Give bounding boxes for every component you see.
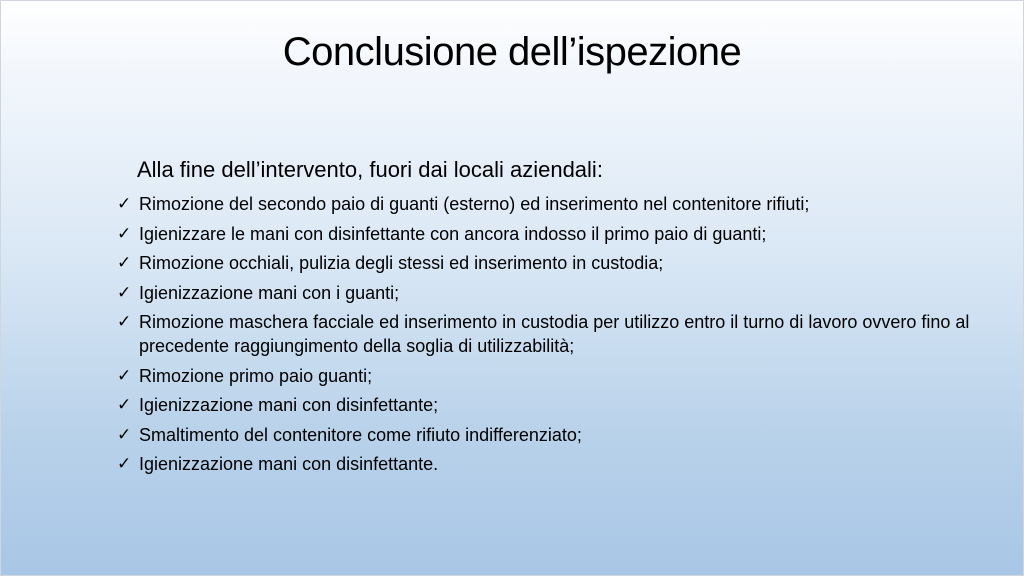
checklist-item-text: Rimozione del secondo paio di guanti (esterno) ed inserimento nel contenitore rifiuti; [139, 194, 810, 214]
intro-text: Alla fine dell’intervento, fuori dai locali aziendali: [137, 157, 603, 182]
checkmark-icon: ✓ [117, 253, 132, 272]
checklist-item-text: Igienizzazione mani con i guanti; [139, 282, 400, 303]
checkmark-icon: ✓ [117, 282, 132, 302]
checklist-item-text: Rimozione occhiali, pulizia degli stessi ed inserimento in custodia; [139, 253, 664, 273]
checkmark-icon: ✓ [117, 194, 132, 213]
checkmark-icon: ✓ [117, 312, 132, 331]
checklist-item-text: Igienizzazione mani con disinfettante; [139, 395, 439, 415]
checkmark-icon: ✓ [117, 395, 132, 414]
checklist-item [117, 310, 977, 358]
checklist-item-text: Rimozione primo paio guanti; [139, 365, 373, 386]
slide-title: Conclusione dell’ispezione [282, 30, 742, 74]
checkmark-icon: ✓ [117, 454, 132, 473]
checklist-item-text: Smaltimento del contenitore come rifiuto indifferenziato; [139, 424, 582, 445]
checklist-item [117, 423, 977, 447]
checklist-item [117, 364, 977, 388]
checklist-item-text: Igienizzazione mani con disinfettante. [139, 454, 439, 474]
checklist [117, 192, 977, 482]
checklist-item [117, 452, 977, 476]
checklist-item-text: Igienizzare le mani con disinfettante con ancora indosso il primo paio di guanti; [139, 223, 767, 244]
checkmark-icon: ✓ [117, 365, 132, 385]
checklist-item-text: Rimozione maschera facciale ed inserimento in custodia per utilizzo entro il turno di lavoro ovvero fino al precedente raggiungimento della soglia di utilizzabilità; [139, 312, 970, 356]
checklist-item [117, 192, 977, 216]
checkmark-icon: ✓ [117, 424, 132, 444]
checklist-item [117, 281, 977, 305]
checklist-item [117, 222, 977, 246]
checklist-item [117, 393, 977, 417]
checkmark-icon: ✓ [117, 223, 132, 243]
checklist-item [117, 251, 977, 275]
